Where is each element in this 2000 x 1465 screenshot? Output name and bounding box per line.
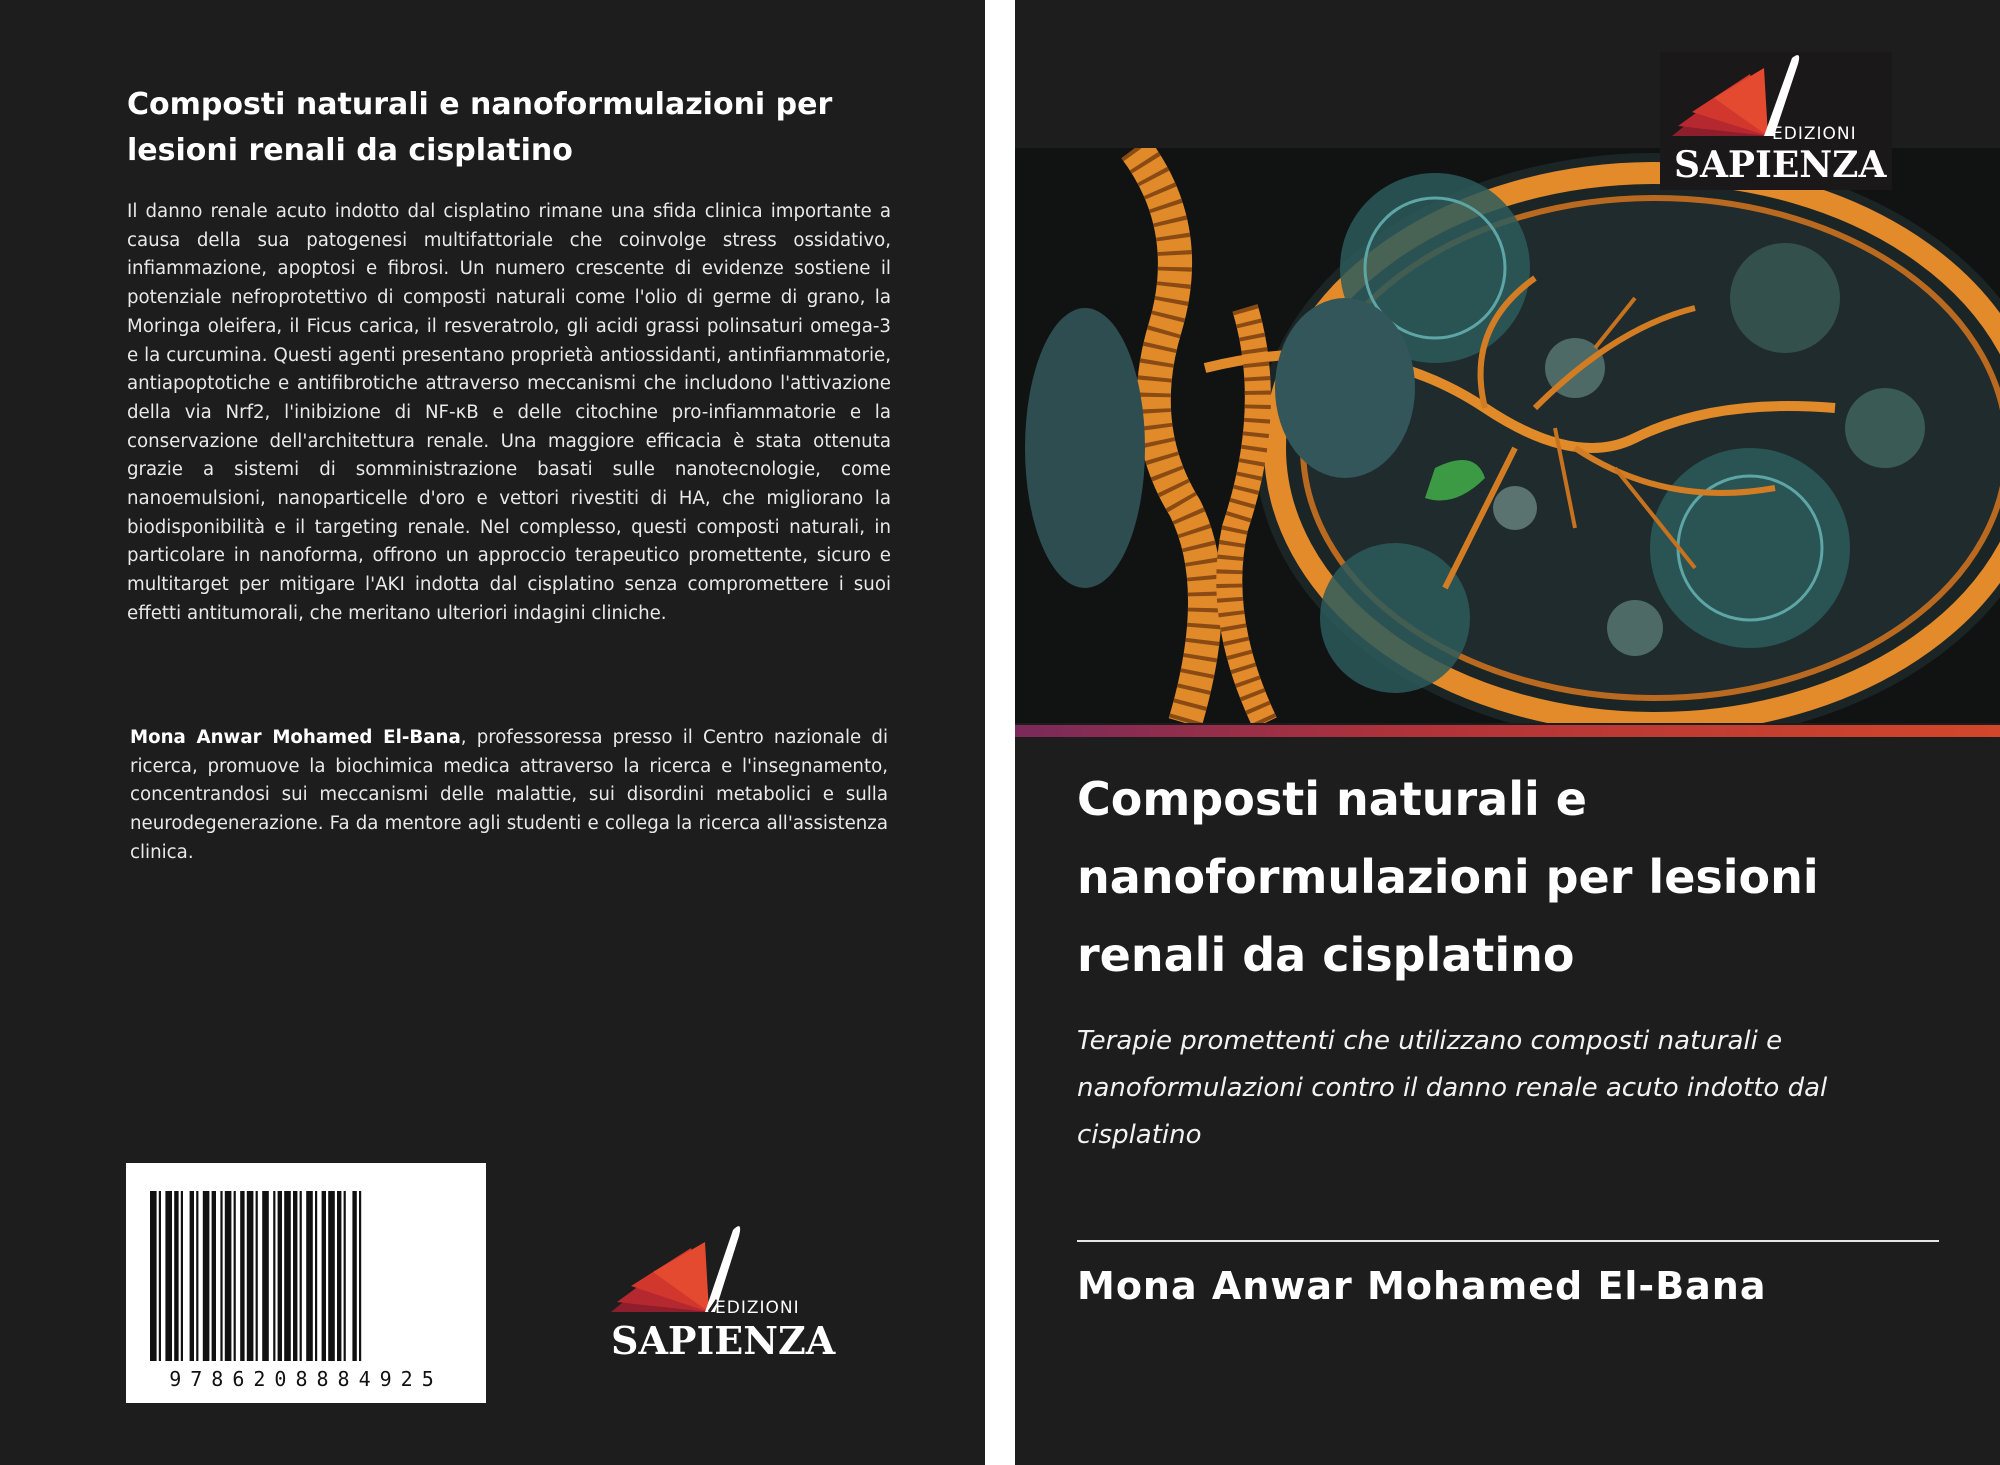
- isbn-barcode: [126, 1163, 486, 1403]
- publisher-logo-front: [1660, 52, 1892, 190]
- barcode-bar: [181, 1191, 183, 1361]
- author-bio-name: Mona Anwar Mohamed El-Bana: [130, 727, 461, 748]
- barcode-bar: [273, 1191, 275, 1361]
- barcode-bar: [203, 1191, 210, 1361]
- cover-color-band: [1015, 725, 2000, 737]
- barcode-bar: [234, 1191, 236, 1361]
- barcode-bar: [293, 1191, 297, 1361]
- publisher-name: SAPIENZA: [611, 1318, 836, 1363]
- barcode-bar: [322, 1191, 326, 1361]
- front-cover-author: Mona Anwar Mohamed El-Bana: [1077, 1264, 1767, 1308]
- barcode-bar: [220, 1191, 222, 1361]
- barcode-bar: [352, 1191, 356, 1361]
- barcode-bar: [256, 1191, 258, 1361]
- barcode-bar: [240, 1191, 244, 1361]
- back-cover-blurb: Il danno renale acuto indotto dal cisplatino rimane una sfida clinica importante a causa della sua patogenesi multifattoriale che coinvolge stress ossidativo, infiammazione, apoptosi e fibrosi. Un numero crescente di evidenze sostiene il potenziale nefroprotettivo di composti naturali come l'olio di germe di grano, la Moringa oleifera, il Ficus carica, il resveratrolo, gli acidi grassi polinsaturi omega-3 e la curcumina. Questi agenti presentano proprietà antiossidanti, antinfiammatorie, antiapoptotiche e antifibrotiche attraverso meccanismi che includono l'attivazione della via Nrf2, l'inibizione di NF-κB e delle citochine pro-infiammatorie e la conservazione dell'architettura renale. Una maggiore efficacia è stata ottenuta grazie a sistemi di somministrazione basati sulle nanotecnologie, come nanoemulsioni, nanoparticelle d'oro e vettori rivestiti di HA, che migliorano la biodisponibilità e il targeting renale. Nel complesso, questi composti naturali, in particolare in nanoforma, offrono un approccio terapeutico promettente, sicuro e multitarget per mitigare l'AKI indotta dal cisplatino senza compromettere i suoi effetti antitumorali, che meritano ulteriori indagini cliniche.: [127, 201, 891, 624]
- barcode-bar: [196, 1191, 198, 1361]
- barcode-bar: [359, 1191, 361, 1361]
- barcode-bar: [225, 1191, 232, 1361]
- barcode-bar: [300, 1191, 302, 1361]
- publisher-edizioni: EDIZIONI: [1772, 124, 1857, 144]
- barcode-bar: [262, 1191, 269, 1361]
- barcode-bar: [190, 1191, 194, 1361]
- barcode-bar: [212, 1191, 216, 1361]
- barcode-bar: [278, 1191, 282, 1361]
- barcode-bar: [306, 1191, 313, 1361]
- barcode-bar: [159, 1191, 161, 1361]
- author-bio-text: , professoressa presso il Centro nazionale di ricerca, promuove la biochimica medica attraverso la ricerca e l'insegnamento, concentrandosi sui meccanismi delle malattie, sui disordini metabolici e sulla neurodegenerazione. Fa da mentore agli studenti e collega la ricerca all'assistenza clinica.: [130, 727, 888, 863]
- barcode-bar: [315, 1191, 317, 1361]
- barcode-bar: [337, 1191, 341, 1361]
- divider: [1077, 1240, 1939, 1242]
- front-cover-title: Composti naturali e nanoformulazioni per lesioni renali da cisplatino: [1077, 772, 1819, 982]
- author-bio: [130, 724, 888, 868]
- back-cover: [0, 0, 985, 1465]
- barcode-bar: [344, 1191, 346, 1361]
- barcode-digits: 9786208884925: [169, 1367, 443, 1391]
- barcode-bar: [247, 1191, 254, 1361]
- barcode-bar: [328, 1191, 335, 1361]
- barcode-bar: [174, 1191, 178, 1361]
- barcode-bar: [165, 1191, 172, 1361]
- barcode-bar: [150, 1191, 157, 1361]
- publisher-edizioni: EDIZIONI: [715, 1298, 800, 1318]
- publisher-logo-back: [605, 1220, 836, 1363]
- spine: [985, 0, 1015, 1465]
- front-cover-subtitle: Terapie promettenti che utilizzano composti naturali e nanoformulazioni contro il danno renale acuto indotto dal cisplatino: [1077, 1026, 1828, 1150]
- publisher-name: SAPIENZA: [1674, 144, 1887, 186]
- back-cover-title: Composti naturali e nanoformulazioni per lesioni renali da cisplatino: [127, 87, 833, 168]
- barcode-bar: [284, 1191, 291, 1361]
- kidney-illustration: [1015, 148, 2000, 723]
